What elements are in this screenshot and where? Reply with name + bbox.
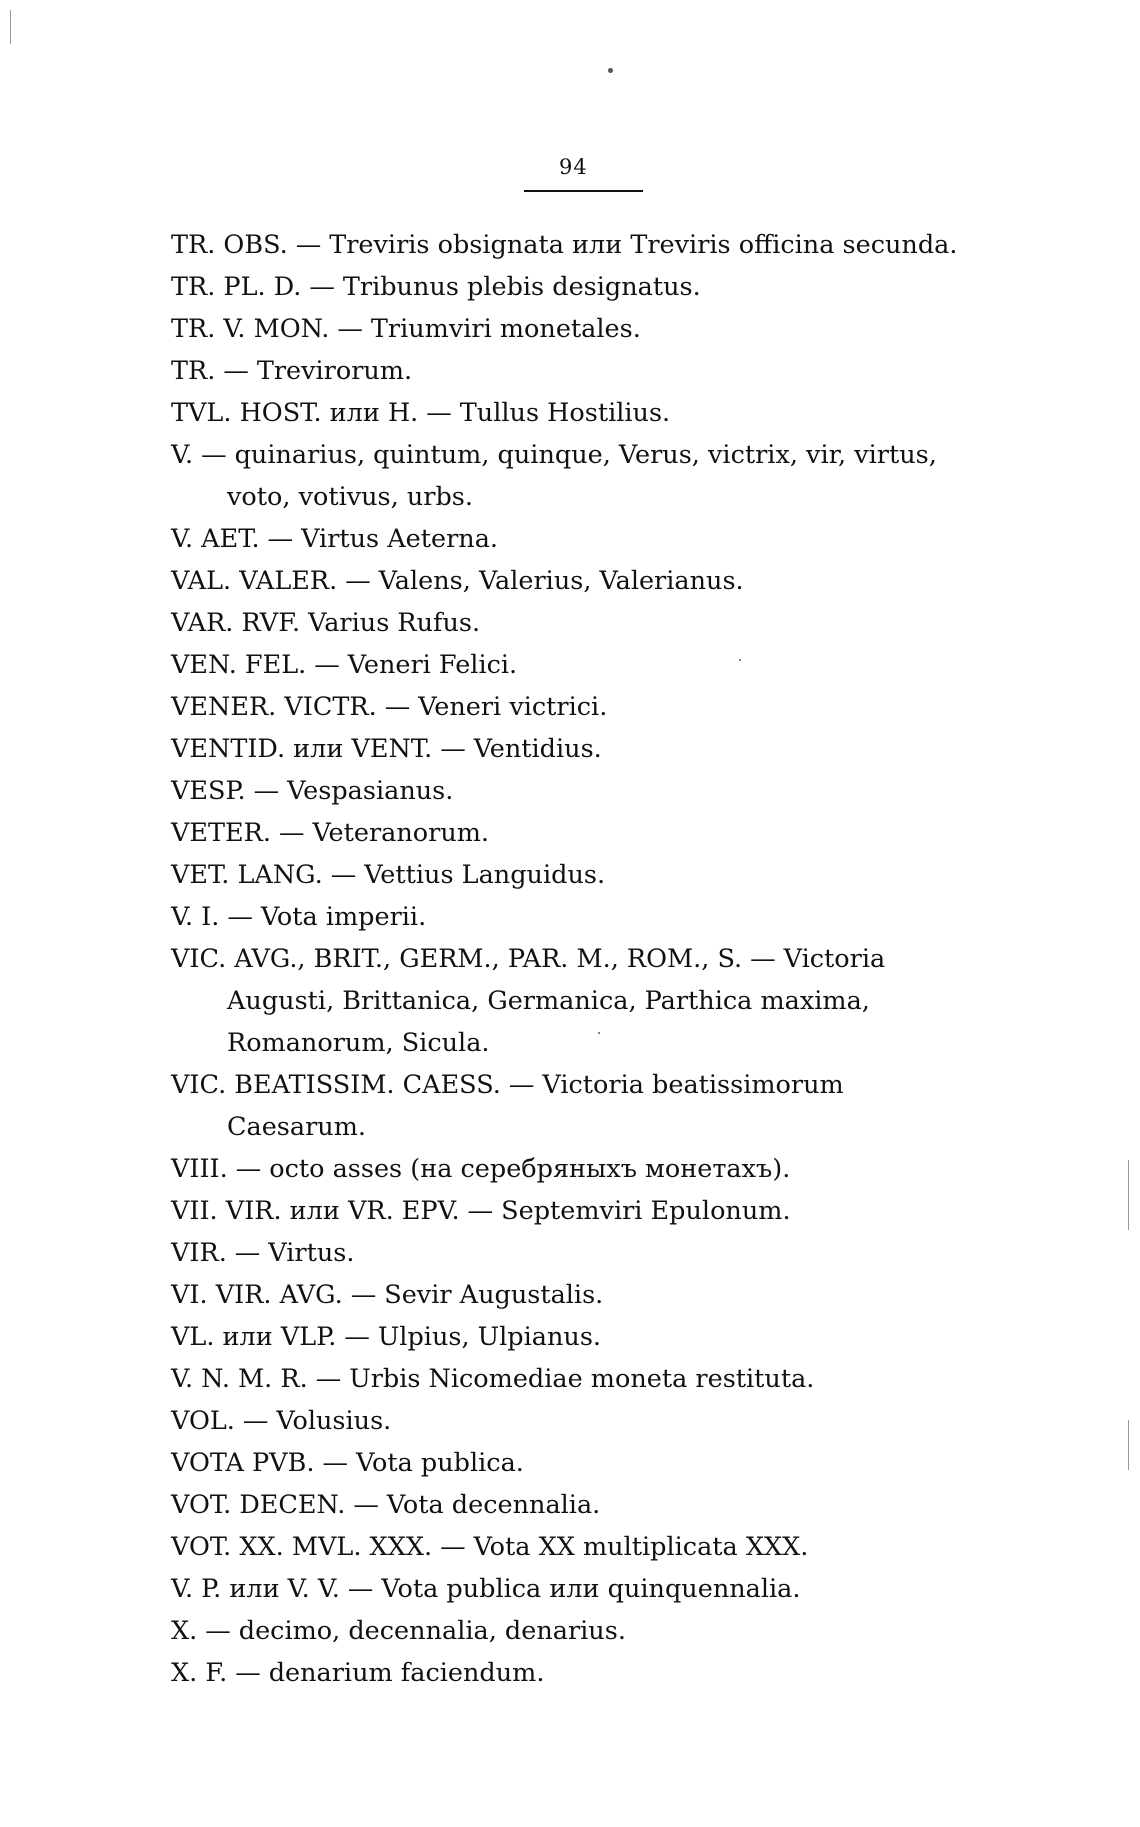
entry-v-aet [171, 518, 987, 560]
entry-dash: — [242, 1406, 269, 1436]
entry-expansion: Valens, Valerius, Valerianus. [378, 566, 744, 596]
entry-expansion: Victoria beatissimorum Caesarum. [227, 1070, 844, 1142]
scan-edge-line [1128, 1420, 1129, 1470]
entry-veter [171, 812, 987, 854]
entry-dash: — [322, 1448, 348, 1478]
page-number: 94 [559, 155, 588, 179]
entry-expansion: Vespasianus. [287, 776, 454, 806]
entry-abbreviation: VESP. [171, 776, 246, 806]
scan-speck [739, 659, 741, 661]
entry-expansion: Septemviri Epulonum. [501, 1196, 791, 1226]
entry-dash: — [235, 1658, 261, 1688]
entry-vesp [171, 770, 987, 812]
scan-edge-line [1128, 1160, 1129, 1230]
entry-abbreviation: VET. LANG. [171, 860, 323, 890]
entry-dash: — [440, 734, 466, 764]
entry-vl-vlp [171, 1316, 987, 1358]
entry-expansion: Volusius. [276, 1406, 392, 1436]
entry-dash: — [227, 902, 253, 932]
entry-vol [171, 1400, 987, 1442]
entry-vir [171, 1232, 987, 1274]
entry-ventid [171, 728, 987, 770]
entry-expansion: Treviris obsignata или Treviris officina secunda. [329, 230, 958, 260]
entry-abbreviation: VAR. RVF. [171, 608, 301, 638]
entry-expansion: Veneri victrici. [418, 692, 608, 722]
entry-expansion: Virtus. [268, 1238, 355, 1268]
entry-dash: — [234, 1238, 261, 1268]
entry-abbreviation: V. [171, 440, 194, 470]
entry-expansion: Varius Rufus. [308, 608, 481, 638]
entry-abbreviation: V. AET. [171, 524, 260, 554]
entry-dash: — [235, 1154, 262, 1184]
entry-ven-fel [171, 644, 987, 686]
entry-dash: — [309, 272, 335, 302]
entry-vot-xx-mvl [171, 1526, 987, 1568]
entry-expansion: quinarius, quintum, quinque, Verus, victrix, vir, virtus, voto, votivus, urbs. [227, 440, 937, 512]
entry-vot-decen [171, 1484, 987, 1526]
entry-expansion: Vota XX multiplicata XXX. [473, 1532, 809, 1562]
entry-dash: — [315, 1364, 342, 1394]
entry-expansion: Urbis Nicomediae moneta restituta. [349, 1364, 815, 1394]
entry-abbreviation: TVL. HOST. или H. [171, 398, 419, 428]
entry-expansion: Vettius Languidus. [364, 860, 606, 890]
entry-dash: — [223, 356, 249, 386]
entry-dash: — [426, 398, 452, 428]
entry-expansion: Tribunus plebis designatus. [342, 272, 701, 302]
entry-abbreviation: VIII. [171, 1154, 228, 1184]
entry-abbreviation: VOT. DECEN. [171, 1490, 346, 1520]
entry-dash: — [278, 818, 305, 848]
entry-dash: — [344, 1322, 370, 1352]
entry-abbreviation: VEN. FEL. [171, 650, 307, 680]
entry-dash: — [345, 566, 371, 596]
entry-dash: — [337, 314, 363, 344]
entry-dash: — [253, 776, 280, 806]
entry-v-n-m-r [171, 1358, 987, 1400]
entry-abbreviation: VI. VIR. AVG. [171, 1280, 343, 1310]
entry-abbreviation: V. I. [171, 902, 220, 932]
entry-abbreviation: TR. [171, 356, 216, 386]
entry-dash: — [205, 1616, 231, 1646]
scan-edge-line [10, 10, 11, 44]
entry-tr-v-mon [171, 308, 987, 350]
entry-abbreviation: VOT. XX. MVL. XXX. [171, 1532, 433, 1562]
entry-dash: — [347, 1574, 374, 1604]
entry-vi-vir-avg [171, 1274, 987, 1316]
entry-dash: — [467, 1196, 494, 1226]
entry-abbreviation: VAL. VALER. [171, 566, 338, 596]
entry-dash: — [440, 1532, 466, 1562]
entry-expansion: decimo, decennalia, denarius. [238, 1616, 626, 1646]
entry-var-rvf [171, 602, 987, 644]
entry-abbreviation: V. N. M. R. [171, 1364, 308, 1394]
entry-dash: — [350, 1280, 377, 1310]
entry-vet-lang [171, 854, 987, 896]
entry-abbreviation: VIC. BEATISSIM. CAESS. [171, 1070, 501, 1100]
entry-x-f [171, 1652, 987, 1694]
entry-vic-beatissim [171, 1064, 987, 1148]
abbreviation-list [171, 224, 987, 1694]
entry-abbreviation: VOTA PVB. [171, 1448, 315, 1478]
page-number-rule [524, 190, 643, 192]
entry-dash: — [201, 440, 227, 470]
entry-expansion: Vota imperii. [260, 902, 427, 932]
entry-abbreviation: TR. OBS. [171, 230, 288, 260]
entry-expansion: Vota publica. [355, 1448, 524, 1478]
entry-abbreviation: VL. или VLP. [171, 1322, 337, 1352]
entry-expansion: Tullus Hostilius. [459, 398, 671, 428]
entry-abbreviation: TR. V. MON. [171, 314, 330, 344]
entry-expansion: Sevir Augustalis. [384, 1280, 604, 1310]
entry-abbreviation: VII. VIR. или VR. EPV. [171, 1196, 460, 1226]
entry-dash: — [750, 944, 776, 974]
entry-abbreviation: VENTID. или VENT. [171, 734, 433, 764]
scan-speck [608, 68, 613, 73]
entry-dash: — [353, 1490, 379, 1520]
entry-vii-vir [171, 1190, 987, 1232]
entry-expansion: Vota publica или quinquennalia. [381, 1574, 801, 1604]
entry-expansion: Trevirorum. [256, 356, 413, 386]
entry-vener-victr [171, 686, 987, 728]
entry-dash: — [330, 860, 357, 890]
entry-val-valer [171, 560, 987, 602]
entry-x [171, 1610, 987, 1652]
entry-expansion: denarium faciendum. [268, 1658, 545, 1688]
entry-expansion: Veneri Felici. [347, 650, 518, 680]
entry-dash: — [295, 230, 322, 260]
entry-abbreviation: X. F. [171, 1658, 228, 1688]
entry-tr-pl-d [171, 266, 987, 308]
entry-v-i [171, 896, 987, 938]
entry-tr-obs [171, 224, 987, 266]
entry-tvl-host [171, 392, 987, 434]
entry-expansion: Victoria Augusti, Brittanica, Germanica, Parthica maxima, Romanorum, Sicula. [227, 944, 886, 1058]
entry-expansion: Virtus Aeterna. [301, 524, 499, 554]
entry-v [171, 434, 987, 518]
entry-abbreviation: VIC. AVG., BRIT., GERM., PAR. M., ROM., S. [171, 944, 743, 974]
entry-abbreviation: VETER. [171, 818, 271, 848]
entry-expansion: octo asses (на серебряныхъ монетахъ). [269, 1154, 791, 1184]
entry-viii [171, 1148, 987, 1190]
entry-dash: — [508, 1070, 535, 1100]
entry-vota-pvb [171, 1442, 987, 1484]
entry-abbreviation: TR. PL. D. [171, 272, 302, 302]
entry-vic-avg [171, 938, 987, 1064]
entry-expansion: Triumviri monetales. [370, 314, 641, 344]
entry-expansion: Vota decennalia. [386, 1490, 601, 1520]
entry-expansion: Veteranorum. [312, 818, 490, 848]
entry-abbreviation: V. P. или V. V. [171, 1574, 340, 1604]
scan-speck [598, 1032, 600, 1034]
entry-dash: — [314, 650, 340, 680]
entry-expansion: Ulpius, Ulpianus. [377, 1322, 602, 1352]
entry-dash: — [384, 692, 411, 722]
entry-dash: — [267, 524, 294, 554]
entry-expansion: Ventidius. [473, 734, 602, 764]
entry-tr [171, 350, 987, 392]
entry-abbreviation: VOL. [171, 1406, 235, 1436]
entry-abbreviation: X. [171, 1616, 198, 1646]
entry-abbreviation: VENER. VICTR. [171, 692, 377, 722]
entry-abbreviation: VIR. [171, 1238, 227, 1268]
entry-v-p [171, 1568, 987, 1610]
